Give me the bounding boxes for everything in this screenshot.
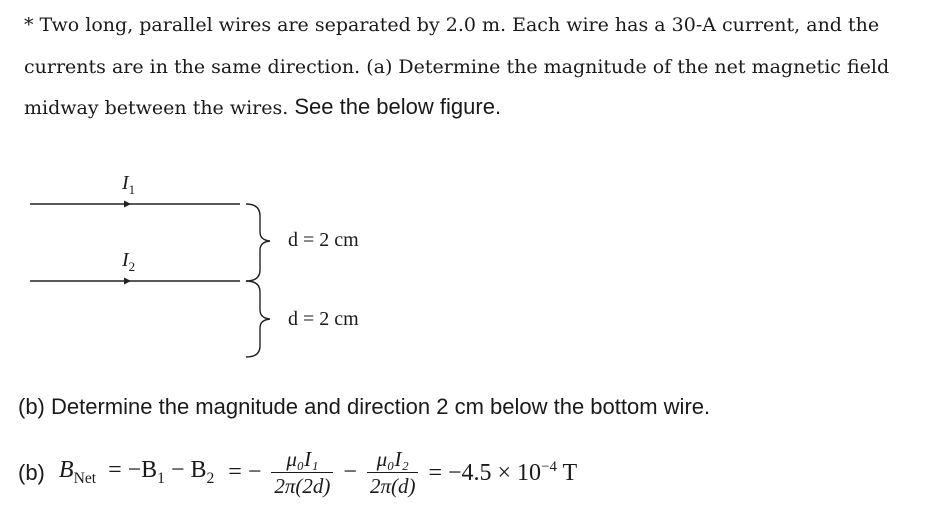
fraction-1-numerator: μ₀I₁ — [271, 446, 333, 473]
formula-b2-sub: 2 — [206, 469, 215, 487]
problem-line-1: * Two long, parallel wires are separated by 2.0 m. Each wire has a 30-A current, and the — [24, 14, 880, 36]
current-arrow-2 — [124, 278, 131, 285]
wire-1-label-i: I — [122, 172, 129, 194]
problem-line-3-text: midway between the wires. — [24, 97, 289, 119]
fraction-1-denominator: 2π(2d) — [274, 474, 331, 498]
current-arrow-1 — [124, 201, 131, 208]
gap-2-label: d = 2 cm — [288, 308, 359, 330]
part-b-formula — [18, 446, 577, 512]
formula-unit: T — [562, 459, 578, 486]
fraction-2-denominator: 2π(d) — [369, 474, 416, 498]
wire-2-label-sub: 2 — [128, 259, 136, 274]
formula-lhs — [59, 457, 96, 488]
wire-2-label-i: I — [122, 249, 129, 271]
brace-lower — [246, 281, 270, 357]
fraction-2-numerator: μ₀I₂ — [367, 446, 419, 473]
part-b-question: (b) Determine the magnitude and direction 2 cm below the bottom wire. — [18, 394, 711, 419]
wire-2-label — [122, 249, 135, 275]
fraction-1 — [271, 446, 333, 499]
formula-eq1: = −B — [108, 457, 158, 484]
formula-lhs-sub: Net — [73, 469, 97, 487]
formula-result-exponent: −4 — [541, 458, 557, 475]
formula-b1-sub: 1 — [157, 469, 165, 487]
formula-lhs-b: B — [58, 457, 74, 484]
gap-1-label: d = 2 cm — [288, 229, 359, 251]
formula-terms — [108, 457, 214, 488]
brace-upper — [246, 204, 270, 281]
formula-prefix: (b) — [18, 459, 45, 485]
fraction-2 — [367, 446, 419, 499]
formula-result — [428, 459, 577, 487]
formula-minus-2: − — [343, 459, 357, 485]
formula-result-value: = −4.5 × 10 — [428, 459, 542, 486]
formula-minus: − B — [164, 457, 207, 484]
formula-eq2: = − — [228, 459, 262, 485]
problem-line-2: currents are in the same direction. (a) Determine the magnitude of the net magnetic field — [24, 56, 890, 78]
wire-1-label — [122, 172, 135, 198]
problem-line-3-tail: See the below figure. — [294, 94, 502, 119]
wire-1-label-sub: 1 — [128, 182, 136, 197]
